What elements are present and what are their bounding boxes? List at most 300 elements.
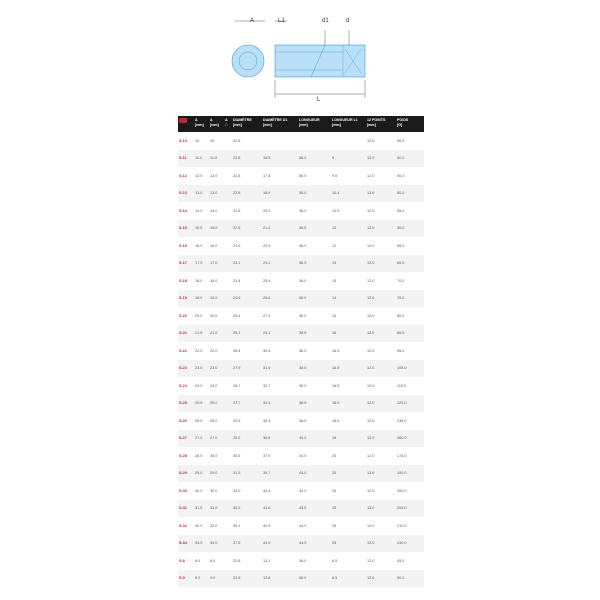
header-brand-logo-cell (178, 116, 194, 132)
column-header-unit: [mm] (195, 122, 204, 127)
table-row (178, 360, 424, 378)
table-cell: 12.0 (367, 523, 375, 528)
table-cell: 9.5 (332, 173, 338, 178)
table-cell: 36.0 (298, 220, 331, 238)
table-cell: 14 (331, 290, 366, 308)
table-cell: 25 (331, 500, 366, 518)
table-cell (224, 395, 232, 413)
reference-cell: S.8 (179, 558, 185, 563)
reference-cell: S.20 (179, 313, 187, 318)
table-cell (298, 132, 331, 150)
table-cell: 12.0 (367, 208, 375, 213)
table-cell: 22.0 (210, 348, 218, 353)
table-cell: 44.0 (299, 523, 307, 528)
column-header-label: 12 POINTS (367, 118, 386, 122)
table-cell: 22.9 (232, 570, 262, 588)
table-row (178, 517, 424, 535)
table-cell: 45.0 (397, 558, 405, 563)
table-cell: 13.0 (366, 500, 396, 518)
table-cell: 40.4 (263, 488, 271, 493)
table-cell: 16.5 (332, 418, 340, 423)
table-cell: 10 (210, 138, 215, 143)
column-header (194, 116, 209, 132)
table-cell (331, 132, 366, 150)
table-row (178, 185, 424, 203)
table-cell: 31.0 (209, 500, 224, 518)
table-cell: 25.1 (232, 325, 262, 343)
table-cell: 20.0 (210, 313, 218, 318)
table-cell: 21.4 (262, 220, 298, 238)
table-row (178, 447, 424, 465)
reference-cell: S.25 (178, 395, 194, 413)
table-cell: 12.0 (367, 418, 375, 423)
reference-cell: S.14 (179, 208, 187, 213)
column-header (232, 116, 262, 132)
table-cell: 12.0 (366, 570, 396, 588)
table-cell: 36.0 (299, 173, 307, 178)
table-row (178, 255, 424, 273)
table-cell: 12.0 (367, 313, 375, 318)
table-cell: 30.4 (263, 348, 271, 353)
table-cell: 25.0 (209, 395, 224, 413)
column-header-label: A (195, 118, 198, 122)
table-cell: 32.0 (195, 523, 203, 528)
table-cell: 14.0 (210, 208, 218, 213)
reference-cell: S.9 (178, 570, 194, 588)
table-cell: 21.9 (233, 243, 241, 248)
reference-cell: S.31 (178, 500, 194, 518)
column-header-unit: [mm] (332, 122, 341, 127)
table-cell (224, 272, 232, 290)
table-row (178, 290, 424, 308)
table-cell: 38.0 (298, 360, 331, 378)
table-cell: 12.0 (366, 185, 396, 203)
table-cell (224, 307, 232, 325)
table-cell (224, 150, 232, 168)
reference-cell: S.32 (179, 523, 187, 528)
table-cell: 25 (331, 535, 366, 553)
table-cell: 12.0 (367, 278, 375, 283)
table-cell (224, 132, 232, 150)
table-cell: 19.0 (209, 290, 224, 308)
table-cell: 55.0 (397, 208, 405, 213)
table-cell (224, 360, 232, 378)
table-cell: 23.4 (233, 278, 241, 283)
table-cell: 34.0 (194, 535, 209, 553)
table-cell: 12.0 (366, 255, 396, 273)
table-cell: 26.4 (233, 348, 241, 353)
socket-side-view (275, 45, 365, 77)
table-row (178, 307, 424, 325)
table-cell: 16.0 (210, 243, 218, 248)
table-cell: 29.1 (262, 325, 298, 343)
table-row (178, 220, 424, 238)
table-cell: 17.8 (263, 173, 271, 178)
table-cell: 115.0 (397, 383, 407, 388)
reference-cell: S.21 (178, 325, 194, 343)
table-row (178, 412, 424, 430)
table-cell (224, 342, 232, 360)
reference-cell: S.27 (178, 430, 194, 448)
table-cell: 80.0 (397, 313, 405, 318)
table-cell (224, 290, 232, 308)
table-cell: 34.2 (232, 500, 262, 518)
table-cell: 36.0 (298, 255, 331, 273)
table-cell: 23.0 (194, 360, 209, 378)
column-header (396, 116, 424, 132)
table-cell: 26.6 (262, 290, 298, 308)
table-cell: 18.0 (210, 278, 218, 283)
reference-cell: S.23 (178, 360, 194, 378)
reference-cell: S.29 (178, 465, 194, 483)
table-cell: 16.5 (331, 395, 366, 413)
table-cell: 10.5 (332, 208, 340, 213)
table-cell: 21.0 (209, 325, 224, 343)
reference-cell: S.15 (178, 220, 194, 238)
table-cell: 9 (331, 150, 366, 168)
table-cell: 27.4 (263, 313, 271, 318)
table-cell: 17.0 (209, 255, 224, 273)
table-cell: 50.0 (396, 185, 424, 203)
table-cell: 36.0 (299, 208, 307, 213)
table-cell: 12.0 (367, 173, 375, 178)
table-row (178, 325, 424, 343)
table-cell: 30.0 (195, 488, 203, 493)
table-row (178, 500, 424, 518)
table-cell (224, 500, 232, 518)
table-cell: 20 (331, 465, 366, 483)
specifications-table (178, 116, 424, 587)
table-cell: 12.0 (210, 173, 218, 178)
dim-label-a: A (250, 18, 255, 24)
table-cell: 36.0 (299, 348, 307, 353)
table-cell: 22.8 (233, 138, 241, 143)
table-cell: 34.0 (209, 535, 224, 553)
column-header-unit: [mm] (367, 122, 376, 127)
table-cell: 38.0 (298, 395, 331, 413)
table-cell: 8.0 (195, 558, 201, 563)
table-cell: 19 (331, 430, 366, 448)
table-cell (224, 325, 232, 343)
table-cell: 31.3 (232, 465, 262, 483)
table-cell: 19.0 (194, 290, 209, 308)
table-cell: 210.0 (397, 523, 407, 528)
table-cell: 12.0 (366, 465, 396, 483)
column-header-unit: □ (225, 122, 228, 127)
table-cell (224, 237, 232, 255)
specifications-table-container (178, 116, 424, 587)
table-cell: 240.0 (396, 535, 424, 553)
table-row (178, 377, 424, 395)
table-cell: 200.0 (397, 488, 407, 493)
table-cell: 31.0 (194, 500, 209, 518)
table-cell: 37.9 (263, 453, 271, 458)
table-cell: 44.9 (262, 535, 298, 553)
table-row (178, 552, 424, 570)
table-cell: 11.0 (194, 150, 209, 168)
table-cell: 55.0 (397, 243, 405, 248)
table-cell: 25.4 (263, 278, 271, 283)
table-cell: 12.0 (366, 325, 396, 343)
table-cell (224, 552, 232, 570)
table-cell: 22.8 (232, 185, 262, 203)
table-cell: 27.0 (209, 430, 224, 448)
column-header (331, 116, 366, 132)
table-cell: 11.0 (209, 150, 224, 168)
table-cell: 22.8 (232, 220, 262, 238)
table-cell: 28.0 (210, 453, 218, 458)
table-cell: 175.0 (397, 453, 407, 458)
table-cell: 17.0 (194, 255, 209, 273)
table-cell: 38.0 (299, 418, 307, 423)
table-cell: 70.0 (397, 278, 405, 283)
table-cell: 29.0 (209, 465, 224, 483)
table-cell: 38.0 (298, 325, 331, 343)
table-cell: 16.5 (262, 150, 298, 168)
table-cell (224, 412, 232, 430)
reference-cell: S.22 (179, 348, 187, 353)
table-cell: 20.0 (195, 313, 203, 318)
table-cell: 50.0 (397, 138, 405, 143)
table-cell (224, 377, 232, 395)
table-cell: 36.0 (299, 558, 307, 563)
table-cell: 18.0 (195, 278, 203, 283)
table-cell: 23.0 (209, 360, 224, 378)
table-cell: 14 (332, 313, 337, 318)
table-cell: 26.0 (195, 418, 203, 423)
table-cell: 44.0 (299, 453, 307, 458)
table-cell: 36.0 (298, 290, 331, 308)
dim-label-l1: L1 (278, 18, 285, 24)
table-cell: 12.0 (366, 220, 396, 238)
table-cell (224, 535, 232, 553)
table-cell: 65.0 (396, 255, 424, 273)
table-cell: 12.0 (366, 360, 396, 378)
table-cell (224, 570, 232, 588)
column-header-unit: [G] (397, 122, 403, 127)
column-header-unit: [mm] (263, 122, 272, 127)
table-cell: 16.0 (195, 243, 203, 248)
table-cell: 29.0 (194, 465, 209, 483)
table-cell: 12.0 (366, 395, 396, 413)
table-cell: 12.0 (367, 558, 375, 563)
column-header-label: DIAMÈTRE D1 (263, 118, 288, 122)
table-cell: 9.0 (194, 570, 209, 588)
table-cell: 34.1 (262, 395, 298, 413)
table-cell: 85.0 (396, 325, 424, 343)
table-row (178, 202, 424, 220)
table-row (178, 272, 424, 290)
table-cell: 44.0 (298, 535, 331, 553)
table-row (178, 535, 424, 553)
table-cell: 44.0 (298, 430, 331, 448)
table-cell: 28.0 (195, 453, 203, 458)
table-cell: 25.0 (194, 395, 209, 413)
table-cell (224, 202, 232, 220)
table-cell: 13.0 (209, 185, 224, 203)
table-row (178, 482, 424, 500)
reference-cell: S.18 (179, 278, 187, 283)
table-cell: 39.7 (262, 465, 298, 483)
table-cell: 38.0 (299, 383, 307, 388)
table-cell (224, 430, 232, 448)
table-cell: 13.8 (262, 570, 298, 588)
table-cell: 12.0 (367, 243, 375, 248)
table-cell: 27.0 (194, 430, 209, 448)
table-cell: 21.0 (194, 325, 209, 343)
table-cell: 36.0 (299, 313, 307, 318)
table-cell (262, 132, 298, 150)
column-header-unit: [mm] (233, 122, 242, 127)
table-row (178, 342, 424, 360)
table-cell: 160.0 (396, 430, 424, 448)
table-body (178, 132, 424, 587)
table-cell (224, 255, 232, 273)
table-row (178, 167, 424, 185)
table-cell: 24.0 (210, 383, 218, 388)
table-cell: 36.0 (299, 278, 307, 283)
table-cell (224, 517, 232, 535)
column-header-label: LONGUEUR L1 (332, 118, 358, 122)
table-cell: 10 (195, 138, 200, 143)
reference-cell: S.12 (179, 173, 187, 178)
table-cell: 25.4 (233, 313, 241, 318)
table-cell: 10.4 (331, 185, 366, 203)
table-cell: 29.5 (233, 418, 241, 423)
table-cell: 125.0 (396, 395, 424, 413)
column-header-label: POIDS (397, 118, 409, 122)
table-cell: 15.0 (194, 220, 209, 238)
table-cell: 25 (332, 523, 337, 528)
table-cell: 32.7 (263, 383, 271, 388)
table-cell: 36.0 (298, 150, 331, 168)
table-cell: 12.0 (366, 535, 396, 553)
reference-cell: S.11 (178, 150, 194, 168)
table-cell: 33.0 (233, 488, 241, 493)
reference-cell: S.34 (178, 535, 194, 553)
table-cell: 25 (332, 488, 337, 493)
reference-cell: S.30 (179, 488, 187, 493)
table-cell: 12.0 (367, 138, 375, 143)
table-row (178, 395, 424, 413)
table-cell: 24.0 (195, 383, 203, 388)
table-cell: 105.0 (396, 360, 424, 378)
reference-cell: S.26 (179, 418, 187, 423)
column-header-unit: [mm] (299, 122, 308, 127)
table-cell: 6.5 (331, 570, 366, 588)
reference-cell: S.28 (179, 453, 187, 458)
reference-cell: S.24 (179, 383, 187, 388)
table-cell: 16.5 (332, 383, 340, 388)
table-cell: 29.2 (232, 430, 262, 448)
table-row (178, 465, 424, 483)
table-cell: 30.5 (233, 453, 241, 458)
table-cell (224, 220, 232, 238)
table-cell: 95.0 (397, 348, 405, 353)
dim-label-d: d (346, 18, 350, 24)
table-cell: 22.8 (232, 150, 262, 168)
column-header (224, 116, 232, 132)
table-cell: 42.5 (263, 523, 271, 528)
table-cell: 16.5 (331, 360, 366, 378)
table-row (178, 132, 424, 150)
table-cell (224, 167, 232, 185)
table-cell: 37.5 (232, 535, 262, 553)
table-cell: 36.0 (298, 185, 331, 203)
column-header (209, 116, 224, 132)
table-cell: 22.8 (233, 208, 241, 213)
reference-cell: S.10 (179, 138, 187, 143)
table-cell: 36.0 (298, 570, 331, 588)
reference-cell: S.17 (178, 255, 194, 273)
table-cell: 22.0 (195, 348, 203, 353)
table-cell: 23.1 (232, 255, 262, 273)
dim-label-d1: d1 (322, 18, 329, 24)
table-cell: 12 (332, 243, 337, 248)
table-cell: 24.6 (232, 290, 262, 308)
table-cell: 205.0 (396, 500, 424, 518)
brand-logo-icon (179, 118, 187, 123)
table-header-row (178, 116, 424, 132)
table-cell: 14.0 (195, 208, 203, 213)
table-cell: 12.0 (367, 488, 375, 493)
socket-dimension-drawing (225, 8, 375, 108)
table-cell: 44.0 (298, 465, 331, 483)
table-cell: 6.5 (332, 558, 338, 563)
table-cell: 12.0 (367, 453, 375, 458)
table-cell: 12.0 (195, 173, 203, 178)
table-cell: 36.6 (262, 430, 298, 448)
table-cell: 32.0 (210, 523, 218, 528)
column-header-label: DIAMÈTRE (233, 118, 252, 122)
table-cell: 12.0 (367, 348, 375, 353)
table-cell: 22.8 (233, 173, 241, 178)
table-row (178, 570, 424, 588)
table-cell: 27.7 (232, 395, 262, 413)
table-cell: 26.0 (210, 418, 218, 423)
column-header-label: A (210, 118, 213, 122)
table-cell: 75.0 (396, 290, 424, 308)
table-cell: 35.1 (233, 523, 241, 528)
table-cell: 50.0 (396, 150, 424, 168)
table-cell: 28.7 (233, 383, 241, 388)
table-row (178, 430, 424, 448)
table-cell: 13 (331, 255, 366, 273)
table-cell: 16 (331, 325, 366, 343)
column-header (262, 116, 298, 132)
table-cell: 36.0 (299, 243, 307, 248)
dim-label-l: L (317, 97, 321, 103)
table-row (178, 237, 424, 255)
table-cell (224, 482, 232, 500)
reference-cell: S.19 (178, 290, 194, 308)
table-cell: 31.9 (262, 360, 298, 378)
column-header-unit: [mm] (210, 122, 219, 127)
table-cell: 135.0 (397, 418, 407, 423)
table-cell (224, 185, 232, 203)
table-cell: 50.0 (396, 570, 424, 588)
table-cell: 16.5 (332, 348, 340, 353)
table-cell: 50.0 (397, 173, 405, 178)
table-row (178, 150, 424, 168)
table-cell: 44.0 (299, 488, 307, 493)
reference-cell: S.13 (178, 185, 194, 203)
table-cell (224, 465, 232, 483)
table-cell: 9.0 (209, 570, 224, 588)
table-cell: 22.9 (263, 243, 271, 248)
table-cell: 55.0 (396, 220, 424, 238)
table-cell (224, 447, 232, 465)
